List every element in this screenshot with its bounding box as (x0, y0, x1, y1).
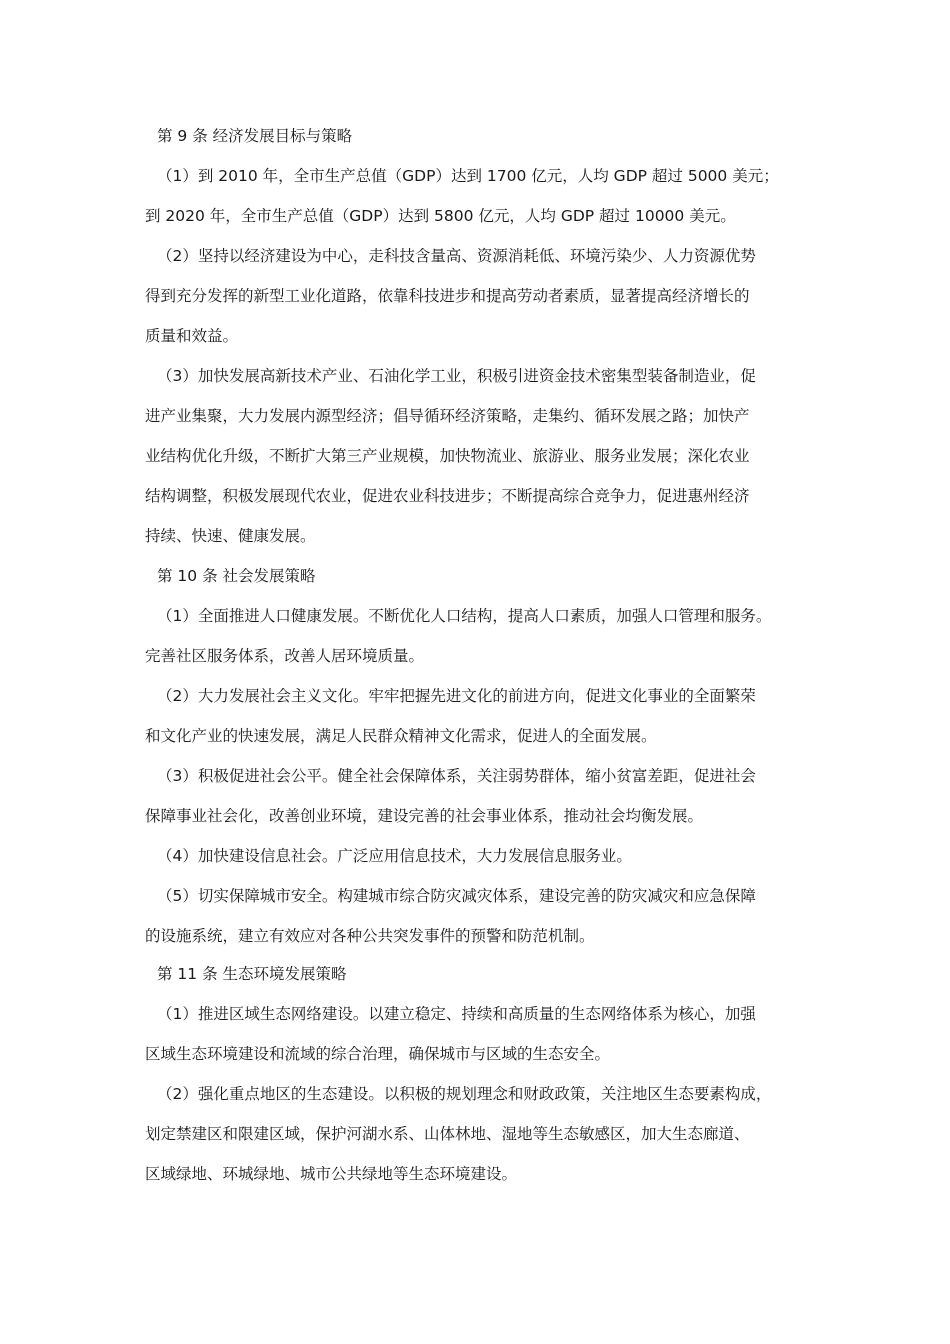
paragraph-line: 完善社区服务体系，改善人居环境质量。 (145, 647, 425, 665)
paragraph-line: （3）加快发展高新技术产业、石油化学工业，积极引进资金技术密集型装备制造业，促 (157, 367, 756, 385)
article-10-heading: 第 10 条 社会发展策略 (157, 567, 316, 585)
article-11-heading: 第 11 条 生态环境发展策略 (157, 965, 347, 983)
paragraph-line: （3）积极促进社会公平。健全社会保障体系，关注弱势群体，缩小贫富差距，促进社会 (157, 767, 756, 785)
paragraph-line: 区域生态环境建设和流域的综合治理，确保城市与区域的生态安全。 (145, 1045, 611, 1063)
paragraph-line: （2）强化重点地区的生态建设。以积极的规划理念和财政政策，关注地区生态要素构成， (157, 1085, 772, 1103)
paragraph-line: （2）大力发展社会主义文化。牢牢把握先进文化的前进方向，促进文化事业的全面繁荣 (157, 687, 756, 705)
paragraph-line: 得到充分发挥的新型工业化道路，依靠科技进步和提高劳动者素质，显著提高经济增长的 (145, 287, 750, 305)
paragraph-line: （4）加快建设信息社会。广泛应用信息技术，大力发展信息服务业。 (157, 847, 632, 865)
paragraph-line: 保障事业社会化，改善创业环境，建设完善的社会事业体系，推动社会均衡发展。 (145, 807, 704, 825)
paragraph-line: （1）全面推进人口健康发展。不断优化人口结构，提高人口素质，加强人口管理和服务。 (157, 607, 772, 625)
paragraph-line: 持续、快速、健康发展。 (145, 527, 316, 545)
paragraph-line: （1）推进区域生态网络建设。以建立稳定、持续和高质量的生态网络体系为核心，加强 (157, 1005, 756, 1023)
paragraph-line: 和文化产业的快速发展，满足人民群众精神文化需求，促进人的全面发展。 (145, 727, 657, 745)
paragraph-line: 质量和效益。 (145, 327, 239, 345)
paragraph-line: 的设施系统，建立有效应对各种公共突发事件的预警和防范机制。 (145, 927, 595, 945)
paragraph-line: （1）到 2010 年，全市生产总值（GDP）达到 1700 亿元，人均 GDP 超过 5000 美元； (157, 167, 779, 185)
paragraph-line: 区域绿地、环城绿地、城市公共绿地等生态环境建设。 (145, 1165, 518, 1183)
paragraph-line: （2）坚持以经济建设为中心，走科技含量高、资源消耗低、环境污染少、人力资源优势 (157, 247, 756, 265)
paragraph-line: （5）切实保障城市安全。构建城市综合防灾减灾体系，建设完善的防灾减灾和应急保障 (157, 887, 756, 905)
paragraph-line: 进产业集聚，大力发展内源型经济；倡导循环经济策略，走集约、循环发展之路；加快产 (145, 407, 750, 425)
article-9-heading: 第 9 条 经济发展目标与策略 (157, 127, 353, 145)
paragraph-line: 到 2020 年，全市生产总值（GDP）达到 5800 亿元，人均 GDP 超过 10000 美元。 (145, 207, 736, 225)
paragraph-line: 结构调整，积极发展现代农业，促进农业科技进步；不断提高综合竞争力，促进惠州经济 (145, 487, 750, 505)
paragraph-line: 划定禁建区和限建区域，保护河湖水系、山体林地、湿地等生态敏感区，加大生态廊道、 (145, 1125, 750, 1143)
paragraph-line: 业结构优化升级，不断扩大第三产业规模，加快物流业、旅游业、服务业发展；深化农业 (145, 447, 750, 465)
